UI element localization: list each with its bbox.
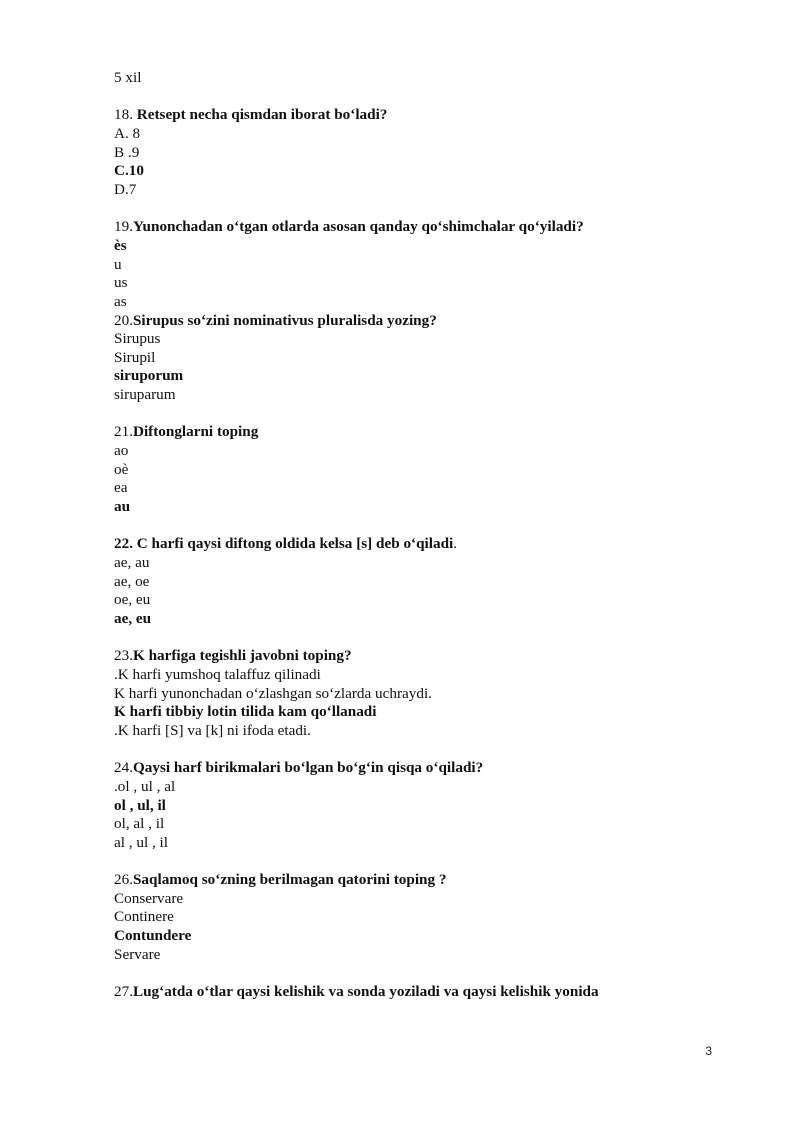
question-number: 20. (114, 311, 133, 329)
correct-answer-option: au (114, 498, 131, 516)
answer-option: us (114, 274, 128, 292)
correct-answer-option: siruporum (114, 367, 184, 385)
spacer (114, 964, 734, 983)
answer-option: Continere (114, 908, 174, 926)
document-page (114, 69, 734, 1002)
question-number: 19. (114, 218, 133, 236)
correct-answer-option: ae, eu (114, 609, 152, 627)
answer-option: u (114, 255, 122, 273)
answer-option: oe, eu (114, 591, 151, 609)
spacer (114, 405, 734, 424)
question-text: Yunonchadan o‘tgan otlarda asosan qanday qo‘shimchalar qo‘yiladi? (132, 218, 584, 236)
spacer (114, 200, 734, 219)
answer-option: Servare (114, 945, 161, 963)
question-text: Retsept necha qismdan iborat bo‘ladi? (136, 106, 388, 124)
answer-option: .K harfi [S] va [k] ni ifoda etadi. (114, 721, 311, 739)
answer-option: Conservare (114, 889, 184, 907)
question-number: 26. (114, 871, 133, 889)
question-text: Lug‘atda o‘tlar qaysi kelishik va sonda yoziladi va qaysi kelishik yonida (132, 983, 599, 1001)
answer-option: ae, oe (114, 572, 150, 590)
question-20 (114, 312, 734, 331)
correct-answer-option: ol , ul, il (114, 796, 166, 814)
answer-option: A. 8 (114, 124, 141, 142)
question-18 (114, 106, 734, 125)
question-22 (114, 535, 734, 554)
correct-answer-option: C.10 (114, 162, 144, 180)
question-tail: . (453, 535, 458, 553)
question-number: 21. (114, 423, 133, 441)
question-text: Saqlamoq so‘zning berilmagan qatorini toping ? (132, 871, 447, 889)
question-number: 23. (114, 647, 133, 665)
spacer (114, 852, 734, 871)
answer-option: siruparum (114, 386, 176, 404)
answer-option: Sirupus (114, 330, 161, 348)
answer-option: .K harfi yumshoq talaffuz qilinadi (114, 665, 321, 683)
question-26 (114, 871, 734, 890)
question-text: Sirupus so‘zini nominativus pluralisda yozing? (132, 311, 437, 329)
answer-option: Sirupil (114, 348, 156, 366)
spacer (114, 517, 734, 536)
spacer (114, 88, 734, 107)
spacer (114, 741, 734, 760)
answer-option: oè (114, 460, 129, 478)
question-21 (114, 423, 734, 442)
correct-answer-option: Contundere (114, 927, 192, 945)
question-23 (114, 647, 734, 666)
question-27 (114, 983, 734, 1002)
spacer (114, 629, 734, 648)
answer-option: ea (114, 479, 128, 497)
question-text: 22. C harfi qaysi diftong oldida kelsa [s] deb o‘qiladi (114, 535, 454, 553)
answer-option: al , ul , il (114, 833, 168, 851)
page-number: 3 (705, 1044, 712, 1058)
answer-option: D.7 (114, 180, 137, 198)
question-text: K harfiga tegishli javobni toping? (132, 647, 352, 665)
answer-option: as (114, 292, 127, 310)
answer-option: ol, al , il (114, 815, 165, 833)
question-24 (114, 759, 734, 778)
question-text: Diftonglarni toping (132, 423, 259, 441)
question-text: Qaysi harf birikmalari bo‘lgan bo‘g‘in qisqa o‘qiladi? (132, 759, 484, 777)
question-19 (114, 218, 734, 237)
answer-option: K harfi yunonchadan o‘zlashgan so‘zlarda uchraydi. (114, 684, 432, 702)
answer-option: B .9 (114, 143, 140, 161)
question-number: 24. (114, 759, 133, 777)
answer-option: .ol , ul , al (114, 777, 176, 795)
question-number: 27. (114, 983, 133, 1001)
intro-line: 5 xil (114, 69, 142, 86)
answer-option: ae, au (114, 554, 150, 571)
correct-answer-option: K harfi tibbiy lotin tilida kam qo‘llanadi (114, 703, 377, 721)
question-number: 18. (114, 106, 133, 124)
correct-answer-option: ès (114, 236, 127, 254)
answer-option: ao (114, 442, 129, 460)
